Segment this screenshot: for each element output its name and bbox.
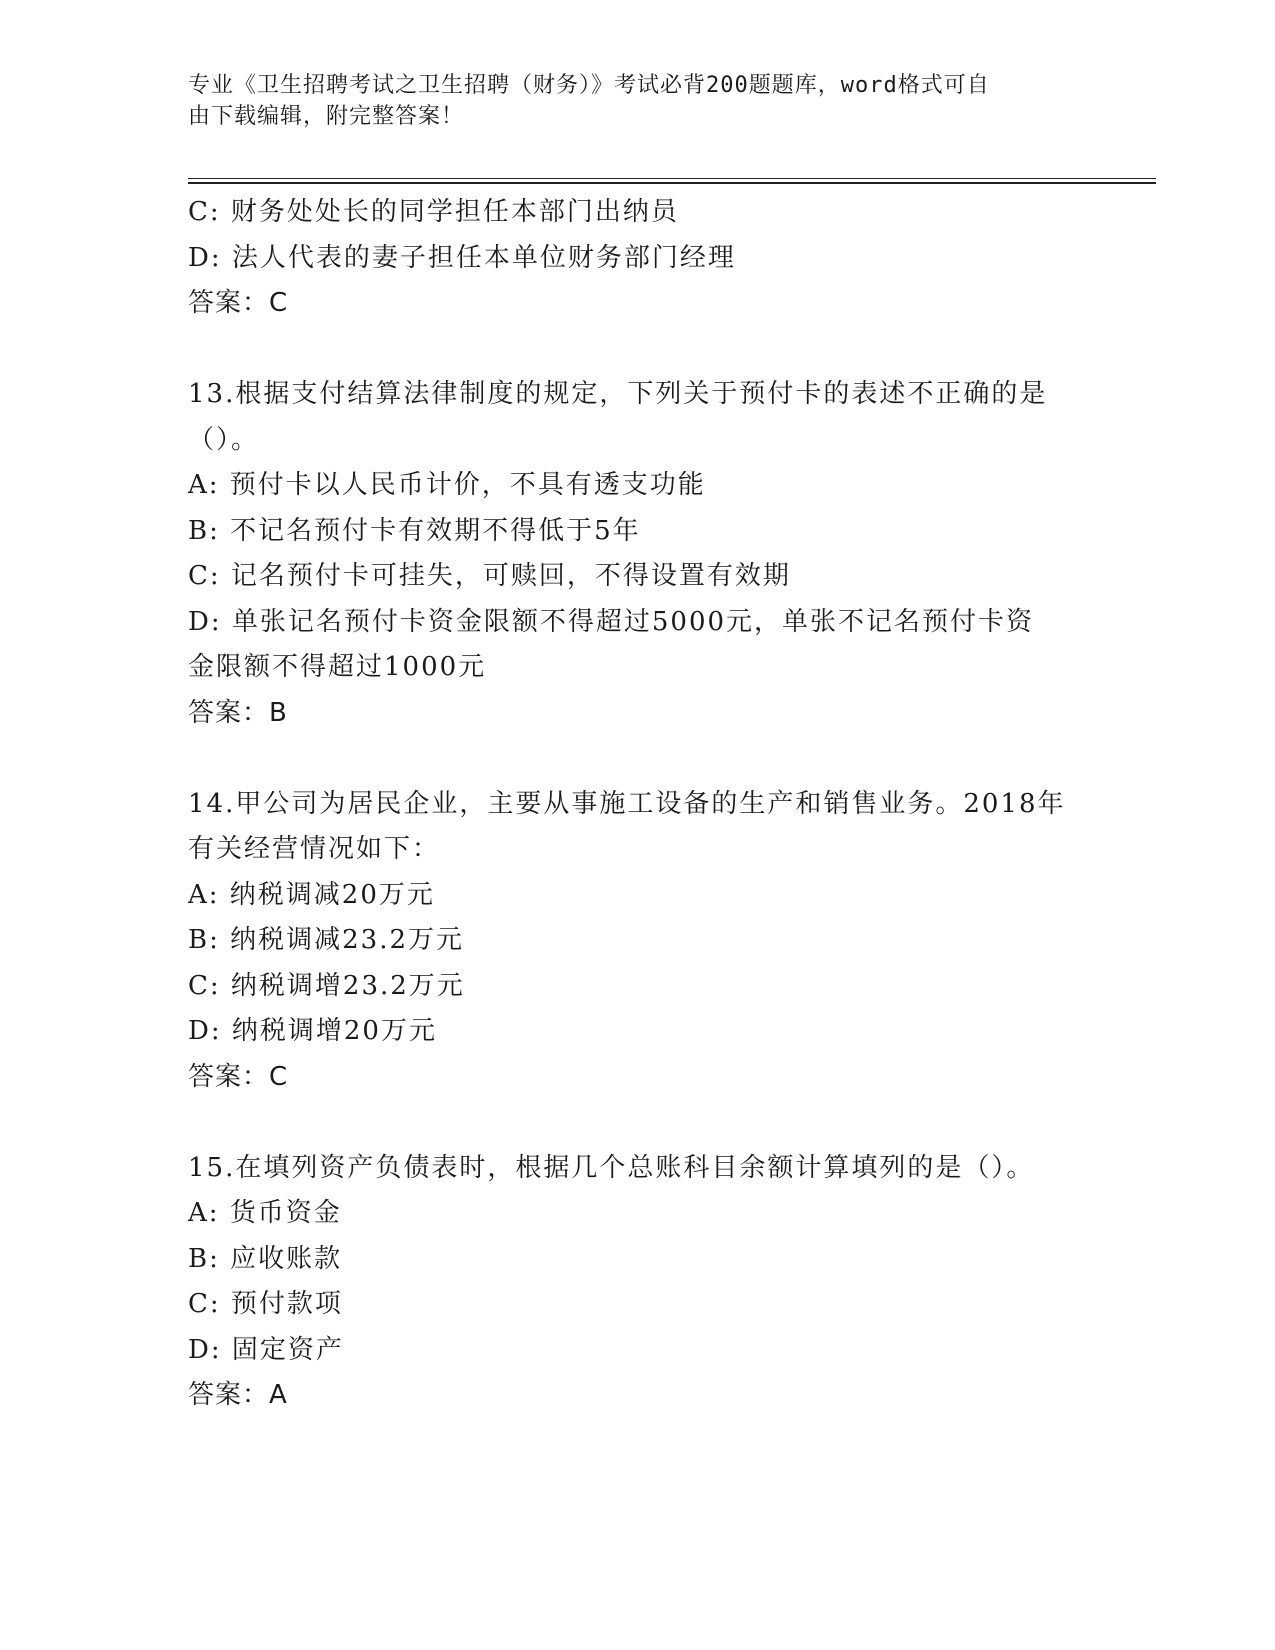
- text-line: A: 纳税调减20万元: [188, 879, 435, 910]
- text-line: 15.在填列资产负债表时，根据几个总账科目余额计算填列的是（）。: [188, 1152, 1035, 1183]
- text-line: 有关经营情况如下：: [188, 834, 441, 864]
- header-rule-thick: [188, 182, 1156, 184]
- text-line: D: 单张记名预付卡资金限额不得超过5000元，单张不记名预付卡资: [188, 606, 1035, 637]
- answer-line: 答案：C: [188, 1061, 289, 1092]
- text-line: 14.甲公司为居民企业，主要从事施工设备的生产和销售业务。2018年: [188, 788, 1066, 819]
- text-line: B: 不记名预付卡有效期不得低于5年: [188, 515, 641, 546]
- text-line: A: 预付卡以人民币计价，不具有透支功能: [188, 470, 706, 500]
- text-line: C: 财务处处长的同学担任本部门出纳员: [188, 197, 679, 227]
- text-line: B: 应收账款: [188, 1243, 343, 1274]
- answer-line: 答案：B: [188, 697, 288, 728]
- text-line: （）。: [188, 424, 260, 455]
- text-line: D: 固定资产: [188, 1334, 344, 1365]
- spacer: [188, 1100, 1088, 1146]
- text-line: 金限额不得超过1000元: [188, 652, 487, 682]
- question-list: [188, 190, 1088, 1419]
- text-line: C: 预付款项: [188, 1289, 343, 1319]
- answer-line: 答案：A: [188, 1380, 288, 1410]
- text-line: D: 法人代表的妻子担任本单位财务部门经理: [188, 242, 736, 273]
- document-header: [188, 70, 1068, 132]
- text-line: D: 纳税调增20万元: [188, 1016, 437, 1046]
- spacer: [188, 736, 1088, 782]
- spacer: [188, 327, 1088, 373]
- text-line: C: 纳税调增23.2万元: [188, 970, 465, 1001]
- text-line: B: 纳税调减23.2万元: [188, 925, 465, 955]
- header-line-2: 由下载编辑，附完整答案！: [188, 104, 465, 129]
- header-rule-thin: [188, 178, 1156, 179]
- text-line: C: 记名预付卡可挂失，可赎回，不得设置有效期: [188, 561, 791, 591]
- text-line: A: 货币资金: [188, 1198, 342, 1228]
- header-line-1: 专业《卫生招聘考试之卫生招聘（财务）》考试必背200题题库，word格式可自: [188, 73, 990, 98]
- answer-line: 答案：C: [188, 288, 289, 318]
- text-line: 13.根据支付结算法律制度的规定，下列关于预付卡的表述不正确的是: [188, 379, 1048, 409]
